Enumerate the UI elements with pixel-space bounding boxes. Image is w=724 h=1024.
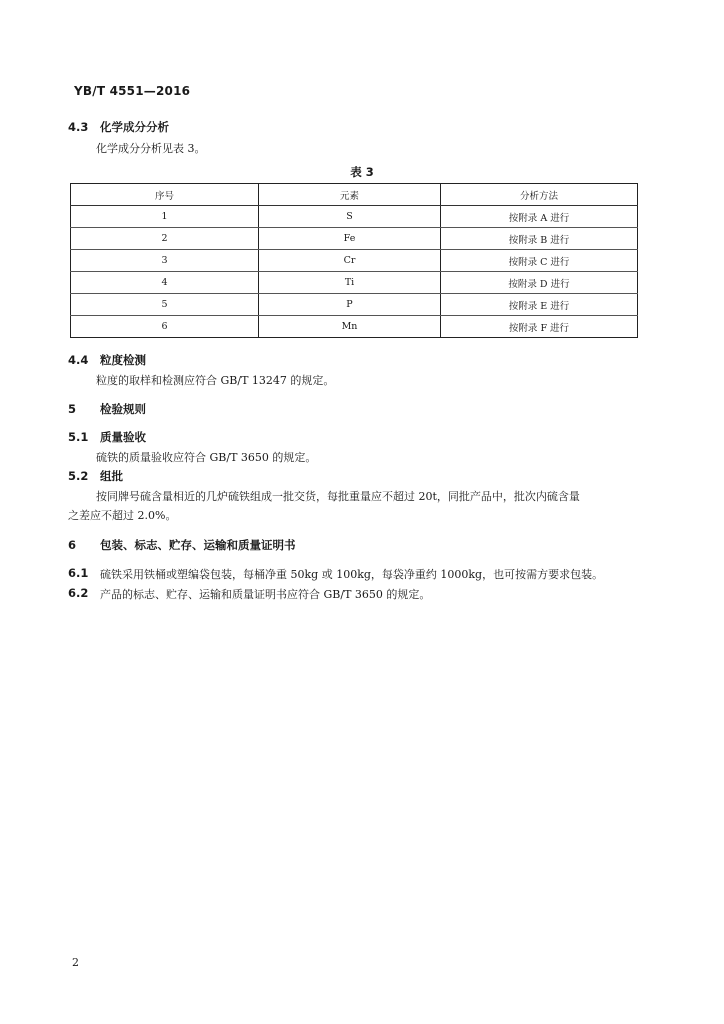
table-row (71, 316, 638, 338)
section-5-2-text-line1: 按同牌号硫含量相近的几炉硫铁组成一批交货，每批重量应不超过 20t，同批产品中，批次内硫含量 (96, 490, 580, 503)
cell-method: 按附录 D 进行 (441, 272, 638, 294)
cell-serial: 4 (71, 272, 259, 294)
cell-serial: 3 (71, 250, 259, 272)
section-title: 检验规则 (100, 402, 147, 416)
section-title: 粒度检测 (100, 353, 147, 367)
cell-element: P (259, 294, 441, 316)
cell-element: Cr (259, 250, 441, 272)
cell-element: Fe (259, 228, 441, 250)
table-row (71, 294, 638, 316)
cell-serial: 6 (71, 316, 259, 338)
section-number: 5 (68, 402, 77, 416)
cell-element: Ti (259, 272, 441, 294)
section-number: 6.2 (68, 586, 89, 600)
table-row (71, 272, 638, 294)
section-number: 6.1 (68, 566, 89, 580)
section-number: 5.1 (68, 430, 89, 444)
section-4-4-heading (68, 352, 146, 368)
section-4-4-text: 粒度的取样和检测应符合 GB/T 13247 的规定。 (96, 374, 335, 387)
cell-serial: 2 (71, 228, 259, 250)
cell-element: Mn (259, 316, 441, 338)
section-title: 包装、标志、贮存、运输和质量证明书 (100, 538, 296, 552)
section-5-1-heading (68, 429, 146, 445)
cell-serial: 5 (71, 294, 259, 316)
section-title: 化学成分分析 (100, 120, 170, 134)
cell-method: 按附录 E 进行 (441, 294, 638, 316)
section-6-heading (68, 537, 296, 553)
section-5-2-heading (68, 468, 123, 484)
section-5-1-text: 硫铁的质量验收应符合 GB/T 3650 的规定。 (96, 451, 317, 464)
section-6-1-text: 硫铁采用铁桶或塑编袋包装，每桶净重 50kg 或 100kg，每袋净重约 1000kg，也可按需方要求包装。 (100, 568, 604, 581)
cell-serial: 1 (71, 206, 259, 228)
cell-method: 按附录 B 进行 (441, 228, 638, 250)
cell-method: 按附录 F 进行 (441, 316, 638, 338)
section-5-heading (68, 401, 146, 417)
section-6-1-heading (68, 566, 96, 580)
table-title: 表 3 (350, 165, 374, 179)
page-number: 2 (72, 956, 79, 969)
section-4-3-text: 化学成分分析见表 3。 (96, 142, 206, 155)
section-number: 4.3 (68, 120, 89, 134)
section-6-2-text: 产品的标志、贮存、运输和质量证明书应符合 GB/T 3650 的规定。 (100, 588, 431, 601)
header-method: 分析方法 (441, 184, 638, 206)
section-title: 质量验收 (100, 430, 147, 444)
cell-method: 按附录 A 进行 (441, 206, 638, 228)
standard-code: YB/T 4551—2016 (74, 84, 191, 98)
section-number: 4.4 (68, 353, 89, 367)
table-header-row (71, 184, 638, 206)
analysis-method-table (70, 183, 638, 338)
section-5-2-text-line2: 之差应不超过 2.0%。 (68, 509, 177, 522)
header-element: 元素 (259, 184, 441, 206)
section-number: 6 (68, 538, 77, 552)
cell-method: 按附录 C 进行 (441, 250, 638, 272)
section-number: 5.2 (68, 469, 89, 483)
table-row (71, 206, 638, 228)
header-serial: 序号 (71, 184, 259, 206)
table-row (71, 250, 638, 272)
table-row (71, 228, 638, 250)
section-4-3-heading (68, 119, 169, 135)
section-title: 组批 (100, 469, 124, 483)
section-6-2-heading (68, 586, 96, 600)
cell-element: S (259, 206, 441, 228)
